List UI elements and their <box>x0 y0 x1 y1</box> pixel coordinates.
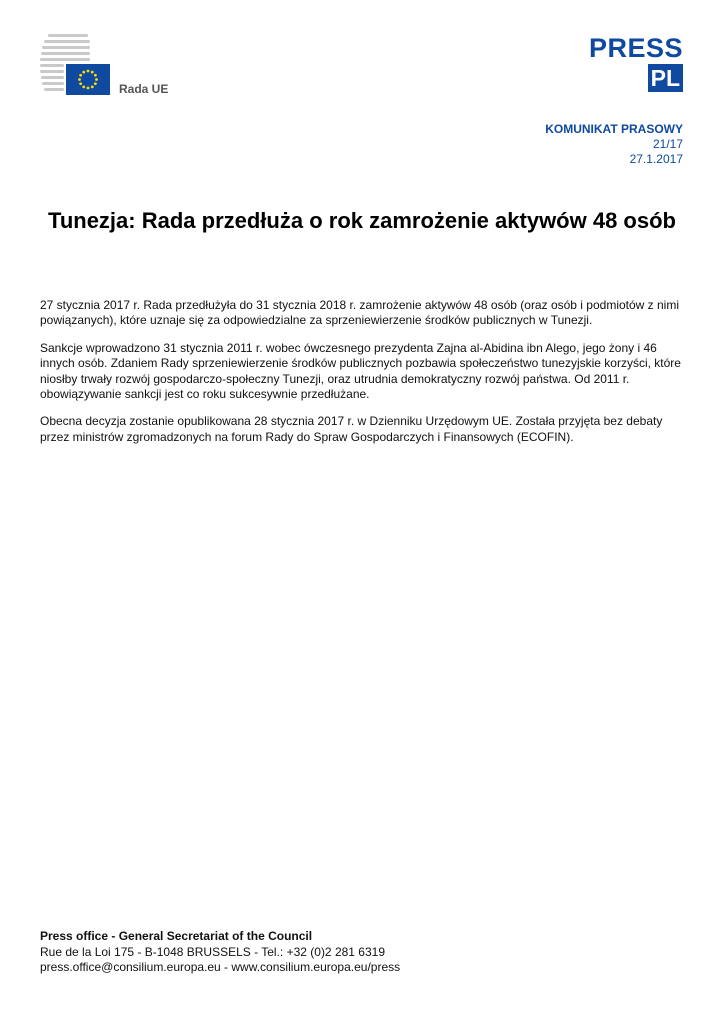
logo-stripe <box>42 46 90 49</box>
article-body <box>40 298 684 457</box>
org-name: Rada UE <box>119 82 169 96</box>
logo-stripe <box>42 82 64 85</box>
eu-stars-icon <box>66 64 110 95</box>
logo-stripe <box>41 52 90 55</box>
page-title: Tunezja: Rada przedłuża o rok zamrożenie aktywów 48 osób <box>48 208 676 233</box>
council-logo <box>40 32 180 102</box>
language-badge: PL <box>648 64 683 92</box>
press-word: PRESS <box>588 33 683 63</box>
release-date: 27.1.2017 <box>629 152 683 166</box>
paragraph: 27 stycznia 2017 r. Rada przedłużyła do 31 stycznia 2018 r. zamrożenie aktywów 48 osób (oraz osób i podmiotów z nimi powiązanych), które uznaje się za odpowiedzialne za sprzeniewierzenie środków publicznych w Tunezji. <box>40 298 679 328</box>
logo-stripe <box>48 34 88 37</box>
press-logo <box>579 34 683 92</box>
release-type: KOMUNIKAT PRASOWY <box>545 122 683 136</box>
logo-stripe <box>40 58 90 61</box>
logo-stripe <box>40 70 64 73</box>
footer-contact: press.office@consilium.europa.eu - www.consilium.europa.eu/press <box>40 960 401 974</box>
logo-stripe <box>41 76 64 79</box>
eu-flag-icon <box>66 64 110 95</box>
logo-stripe <box>44 88 64 91</box>
footer-title: Press office - General Secretariat of the Council <box>40 929 313 943</box>
release-number: 21/17 <box>652 137 683 151</box>
footer-address: Rue de la Loi 175 - B-1048 BRUSSELS - Tel.: +32 (0)2 281 6319 <box>40 944 385 959</box>
release-meta <box>545 122 683 167</box>
logo-stripe <box>44 40 90 43</box>
paragraph: Sankcje wprowadzono 31 stycznia 2011 r. wobec ówczesnego prezydenta Zajna al-Abidina ibn Alego, jego żony i 46 innych osób. Zdaniem Rady sprzeniewierzenie środków publicznych pozbawia społeczeństwo tunezyjskie korzyści, które niosłby trwały rozwój gospodarczo-społeczny Tunezji, oraz utrudnia demokratyczny rozwój państwa. Od 2011 r. obowiązywanie sankcji jest co roku sukcesywnie przedłużane. <box>40 340 681 402</box>
paragraph: Obecna decyzja zostanie opublikowana 28 stycznia 2017 r. w Dzienniku Urzędowym UE. Została przyjęta bez debaty przez ministrów zgromadzonych na forum Rady do Spraw Gospodarczych i Finansowych (ECOFIN). <box>40 414 663 444</box>
footer <box>40 929 684 976</box>
logo-stripe <box>40 64 64 67</box>
